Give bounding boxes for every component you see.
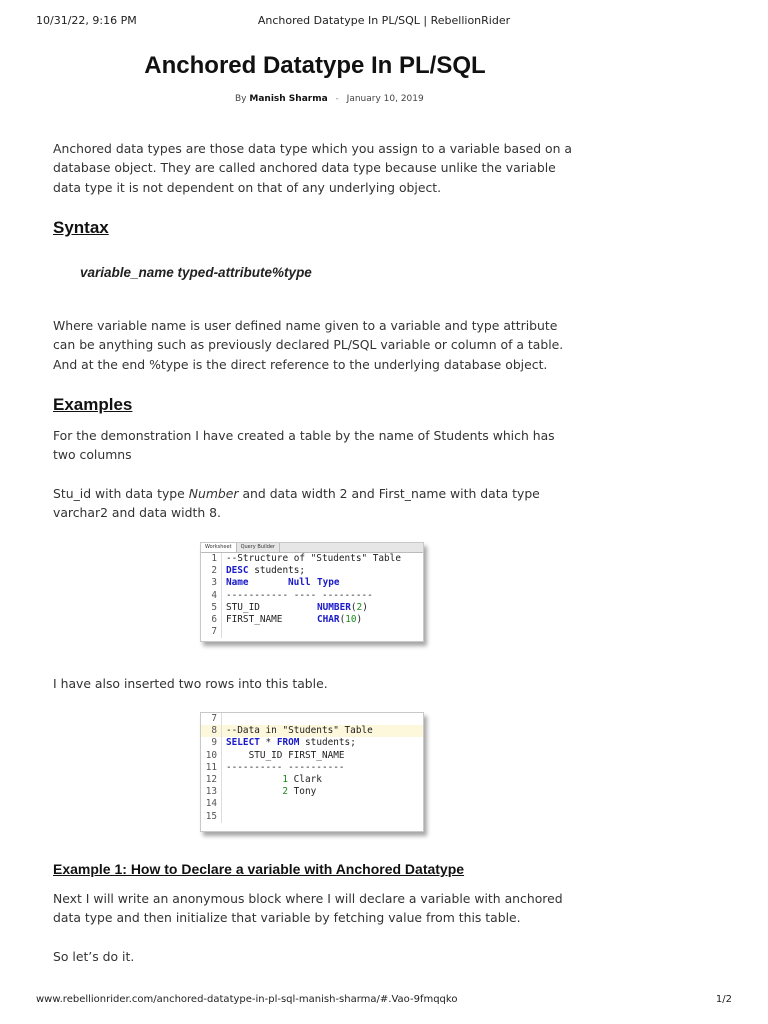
- page-url[interactable]: www.rebellionrider.com/anchored-datatype-in-pl-sql-manish-sharma/#.Vao-9fmqqko: [36, 994, 458, 1005]
- article-title: Anchored Datatype In PL/SQL: [144, 52, 486, 79]
- syntax-heading: Syntax: [53, 218, 109, 237]
- code-line: 4 ----------- ---- ---------: [201, 590, 423, 602]
- worksheet-tabs: [201, 543, 423, 553]
- publish-date: January 10, 2019: [346, 94, 424, 104]
- author-link[interactable]: Manish Sharma: [249, 94, 328, 104]
- code-line: 1 --Structure of "Students" Table: [201, 553, 423, 565]
- code-line: 5 STU_ID NUMBER(2): [201, 602, 423, 614]
- examples-heading: Examples: [53, 395, 133, 414]
- columns-description: Stu_id with data type Number and data width 2 and First_name with data type varchar2 and data width 8.: [53, 486, 540, 521]
- rows-inserted-text: I have also inserted two rows into this table.: [53, 676, 328, 691]
- print-page-title: Anchored Datatype In PL/SQL | RebellionRider: [257, 14, 511, 27]
- example1-text: Next I will write an anonymous block where I will declare a variable with anchored data type and then initialize that variable by fetching value from this table.: [53, 891, 563, 926]
- code-line: 11 ---------- ----------: [201, 762, 423, 774]
- intro-paragraph: Anchored data types are those data type which you assign to a variable based on a database object. They are called anchored data type because unlike the variable data type it is not dependent on that of any underlying object.: [53, 141, 572, 195]
- code-line: 9 SELECT * FROM students;: [201, 737, 423, 749]
- closing-text: So let’s do it.: [53, 949, 135, 964]
- byline-separator: -: [335, 94, 339, 104]
- code-line: 8 --Data in "Students" Table: [201, 725, 423, 737]
- tab-query-builder: Query Builder: [237, 543, 280, 552]
- examples-intro: For the demonstration I have created a table by the name of Students which has two columns: [53, 428, 555, 463]
- code-line: 13 2 Tony: [201, 786, 423, 798]
- tab-worksheet: Worksheet: [201, 543, 237, 552]
- example1-heading: Example 1: How to Declare a variable with Anchored Datatype: [53, 861, 465, 877]
- code-line: 3 Name Null Type: [201, 577, 423, 589]
- code-line: 12 1 Clark: [201, 774, 423, 786]
- table-data-screenshot: [200, 712, 424, 832]
- code-line: 2 DESC students;: [201, 565, 423, 577]
- code-line: 6 FIRST_NAME CHAR(10): [201, 614, 423, 626]
- code-line: 7: [201, 713, 423, 725]
- byline: [235, 94, 424, 104]
- code-line: 10 STU_ID FIRST_NAME: [201, 750, 423, 762]
- page-number: 1/2: [715, 994, 732, 1005]
- syntax-code: variable_name typed-attribute%type: [80, 265, 312, 280]
- datatype-number-italic: Number: [188, 486, 239, 501]
- table-structure-screenshot: [200, 542, 424, 642]
- code-line: 14: [201, 798, 423, 810]
- syntax-explanation: Where variable name is user defined name given to a variable and type attribute can be anything such as previously declared PL/SQL variable or column of a table. And at the end %type is the direct reference to the underlying database object.: [53, 318, 564, 372]
- byline-prefix: By: [235, 94, 247, 104]
- code-line: 15: [201, 811, 423, 823]
- print-datetime: 10/31/22, 9:16 PM: [36, 14, 137, 27]
- code-line: 7: [201, 626, 423, 638]
